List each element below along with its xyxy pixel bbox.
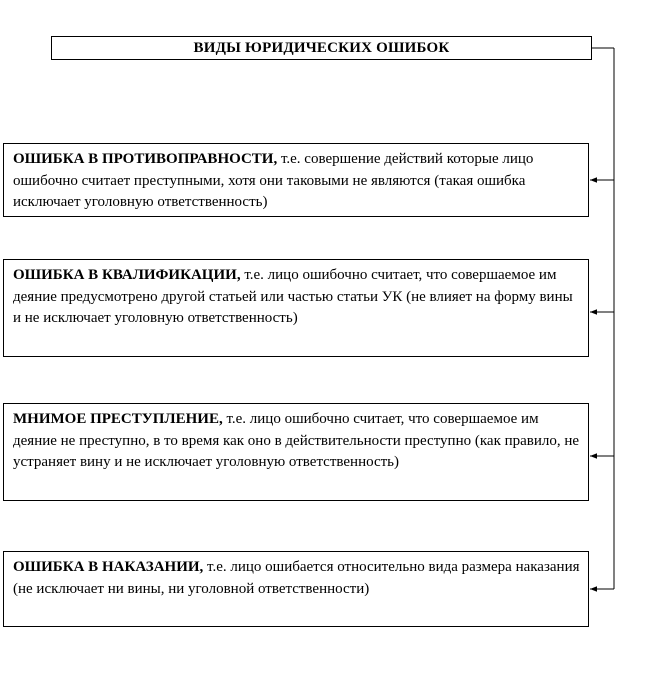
error-type-box-imaginary-crime [3,403,589,501]
error-type-name: ОШИБКА В КВАЛИФИКАЦИИ, [13,267,241,283]
error-type-box-punishment [3,551,589,627]
error-type-name: ОШИБКА В ПРОТИВОПРАВНОСТИ, [13,151,278,167]
error-type-description: т.е. лицо ошибается относительно вида размера наказания (не исключает ни вины, ни уголовной ответственности) [13,559,580,597]
error-type-box-qualification [3,259,589,357]
diagram-title: ВИДЫ ЮРИДИЧЕСКИХ ОШИБОК [193,40,450,56]
error-type-box-illegality [3,143,589,217]
diagram-title-box [51,36,592,60]
error-type-description: т.е. лицо ошибочно считает, что совершаемое им деяние предусмотрено другой статьей или частью статьи УК (не влияет на форму вины и не исключает уголовную ответственность) [13,267,573,326]
error-type-name: ОШИБКА В НАКАЗАНИИ, [13,559,204,575]
error-type-description: т.е. совершение действий которые лицо ошибочно считает преступными, хотя они таковыми не являются (такая ошибка исключает уголовную ответственность) [13,151,534,210]
error-type-name: МНИМОЕ ПРЕСТУПЛЕНИЕ, [13,411,223,427]
error-type-description: т.е. лицо ошибочно считает, что совершаемое им деяние не преступно, в то время как оно в действительности преступно (как правило, не устраняет вину и не исключает уголовную ответственность) [13,411,580,470]
